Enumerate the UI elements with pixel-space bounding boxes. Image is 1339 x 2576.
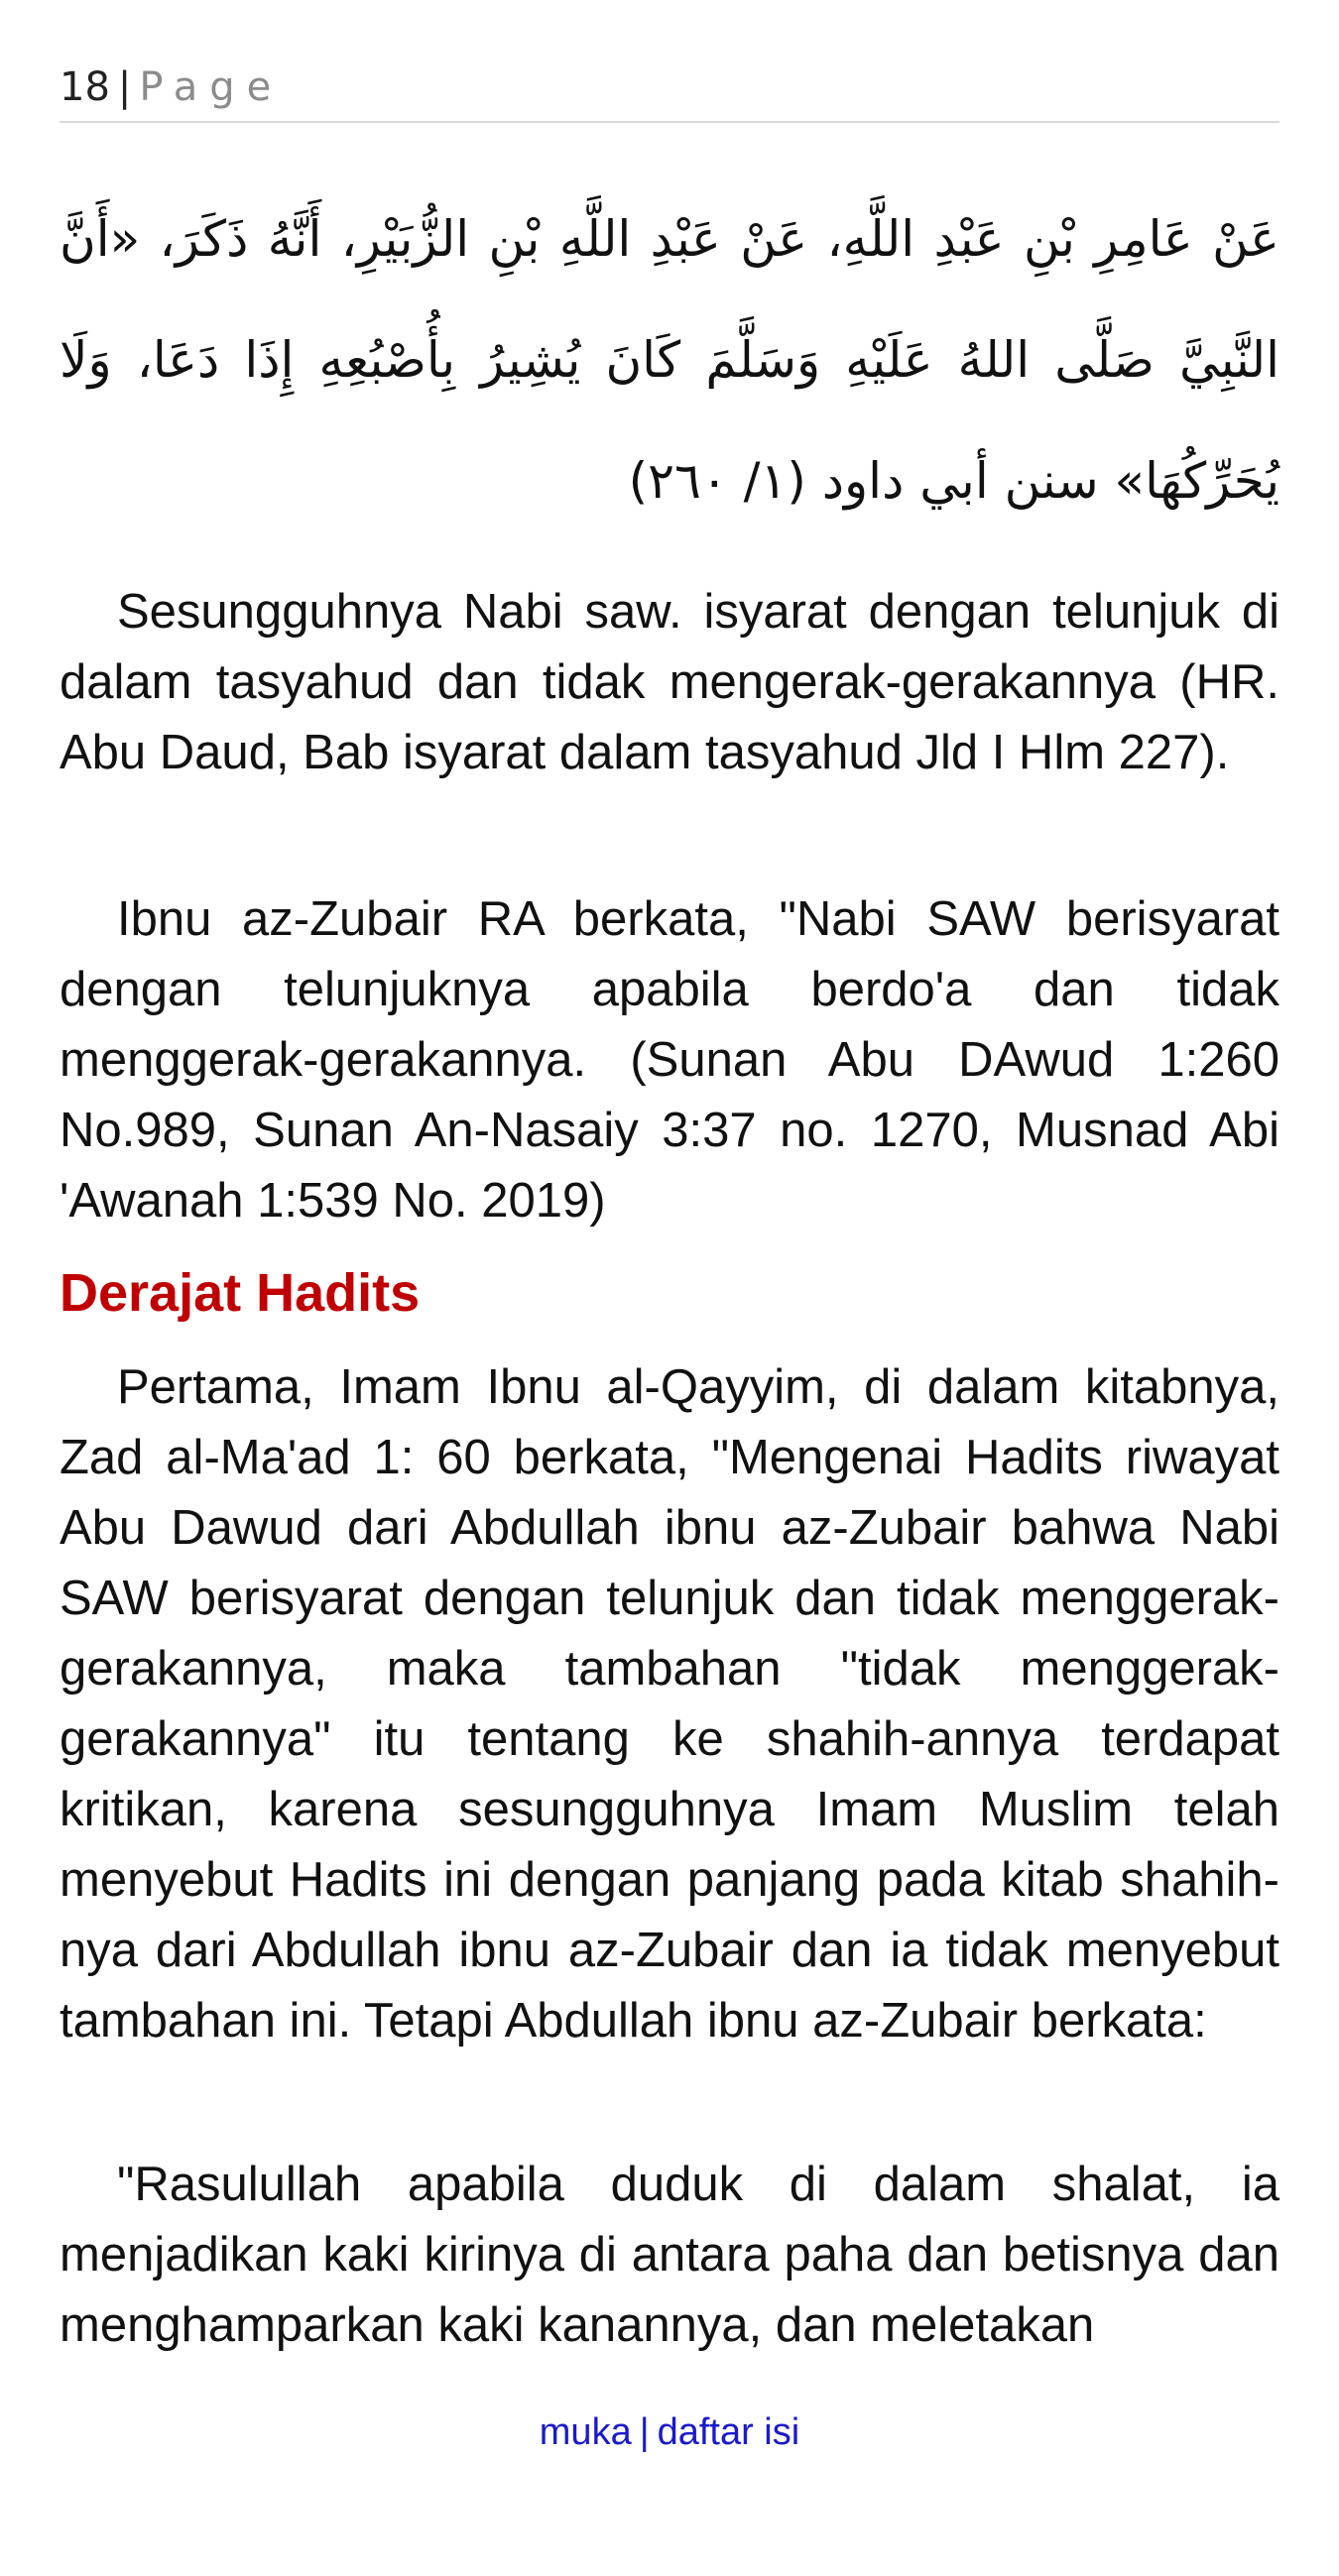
page-footer-nav — [0, 2407, 1339, 2457]
header-separator: | — [117, 64, 132, 110]
page-label: Page — [139, 64, 284, 110]
table-of-contents-link[interactable]: daftar isi — [657, 2411, 800, 2453]
paragraph-translation: Sesungguhnya Nabi saw. isyarat dengan telunjuk di dalam tasyahud dan tidak mengerak-gerakannya (HR. Abu Daud, Bab isyarat dalam tasyahud Jld I Hlm 227). — [60, 585, 1279, 779]
paragraph-ibnu-zubair: Ibnu az-Zubair RA berkata, "Nabi SAW berisyarat dengan telunjuknya apabila berdo'a dan tidak menggerak-gerakannya. (Sunan Abu DAwud 1:260 No.989, Sunan An-Nasaiy 3:37 no. 1270, Musnad Abi 'Awanah 1:539 No. 2019) — [60, 892, 1279, 1228]
paragraph-rasulullah: "Rasulullah apabila duduk di dalam shalat, ia menjadikan kaki kirinya di antara paha dan betisnya dan menghamparkan kaki kanannya, dan meletakan — [60, 2158, 1279, 2352]
page-number: 18 — [60, 64, 110, 110]
paragraph-ibnu-qayyim: Pertama, Imam Ibnu al-Qayyim, di dalam kitabnya, Zad al-Ma'ad 1: 60 berkata, "Mengenai Hadits riwayat Abu Dawud dari Abdullah ibnu az-Zubair bahwa Nabi SAW berisyarat dengan telunjuk dan tidak menggerak-gerakannya, maka tambahan "tidak menggerak-gerakannya" itu tentang ke shahih-annya terdapat kritikan, karena sesungguhnya Imam Muslim telah menyebut Hadits ini dengan panjang pada kitab shahih-nya dari Abdullah ibnu az-Zubair dan ia tidak menyebut tambahan ini. Tetapi Abdullah ibnu az-Zubair berkata: — [60, 1360, 1279, 2048]
section-heading: Derajat Hadits — [60, 1263, 421, 1323]
footer-separator: | — [639, 2411, 650, 2453]
arabic-hadith-text: عَنْ عَامِرِ بْنِ عَبْدِ اللَّهِ، عَنْ عَبْدِ اللَّهِ بْنِ الزُّبَيْرِ، أَنَّهُ ذَكَرَ، «أَنَّ النَّبِيَّ صَلَّى اللهُ عَلَيْهِ وَسَلَّمَ كَانَ يُشِيرُ بِأُصْبُعِهِ إِذَا دَعَا، وَلَا يُحَرِّكُهَا» سنن أبي داود (١/ ٢٦٠) — [60, 210, 1279, 510]
home-link[interactable]: muka — [539, 2411, 632, 2453]
page-header — [60, 58, 1279, 123]
